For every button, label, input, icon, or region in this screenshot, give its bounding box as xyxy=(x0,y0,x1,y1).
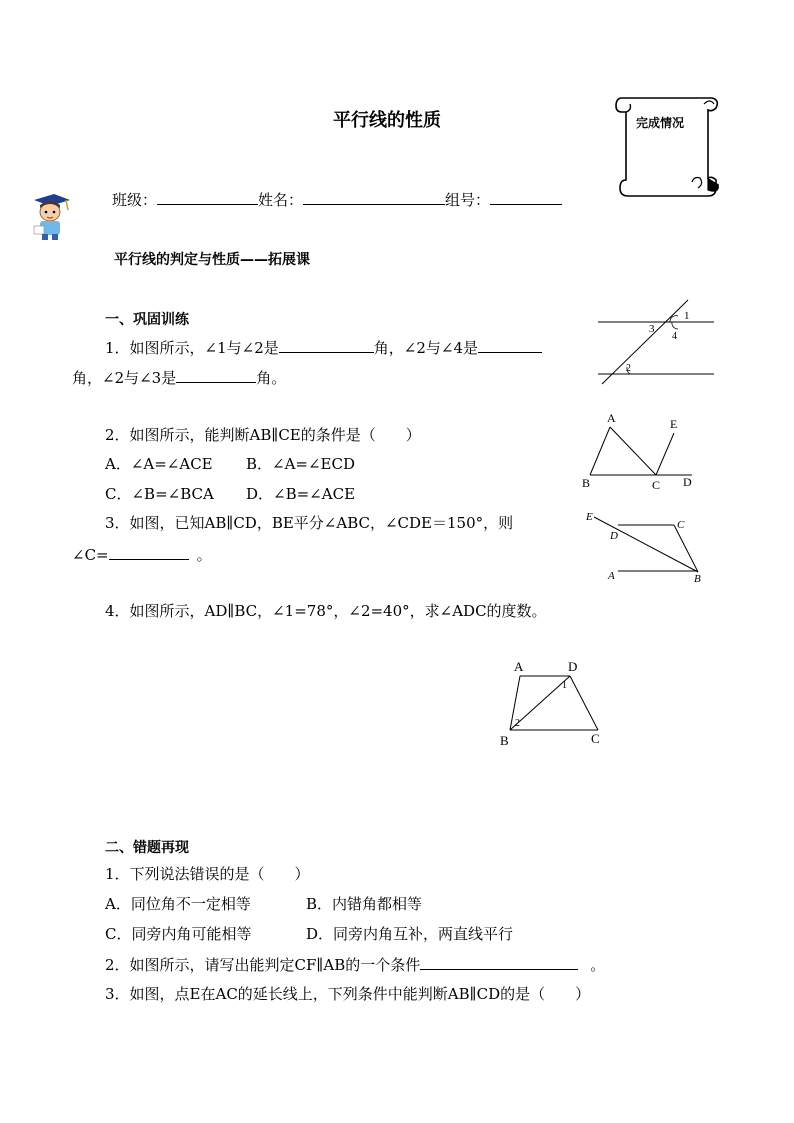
fig3-label-C: C xyxy=(677,519,685,531)
s2-q1-option-d[interactable]: D．同旁内角互补，两直线平行 xyxy=(306,925,514,943)
fig1-label-2: 2 xyxy=(626,363,631,374)
q1-text-d: 角。 xyxy=(256,369,287,387)
q3-text: 3．如图，已知AB∥CD，BE平分∠ABC，∠CDE＝150°，则 xyxy=(105,514,514,532)
q2-option-c[interactable]: C．∠B=∠BCA xyxy=(105,485,214,503)
fig2-label-E: E xyxy=(670,417,678,431)
figure-4-trapezoid xyxy=(494,656,608,752)
fig4-label-2: 2 xyxy=(515,718,520,729)
fig3-label-E: E xyxy=(586,511,593,523)
fig4-label-D: D xyxy=(568,659,578,674)
section1-heading: 一、巩固训练 xyxy=(105,312,189,328)
fig2-label-C: C xyxy=(652,478,661,492)
figure-2-parallel-check xyxy=(576,405,700,495)
fig3-label-B: B xyxy=(694,573,701,585)
page-title: 平行线的性质 xyxy=(333,110,441,131)
group-label: 组号： xyxy=(445,191,491,209)
lesson-subtitle: 平行线的判定与性质——拓展课 xyxy=(114,252,310,268)
fig1-label-3: 3 xyxy=(649,323,655,335)
class-field[interactable] xyxy=(157,190,258,205)
group-field[interactable] xyxy=(490,190,562,205)
s2-q3-stem: 3．如图，点E在AC的延长线上，下列条件中能判断AB∥CD的是（ ） xyxy=(105,985,591,1003)
q1-blank-2[interactable] xyxy=(478,338,542,353)
fig2-label-B: B xyxy=(582,476,591,490)
q1-text-b: 角，∠2与∠4是 xyxy=(373,339,479,357)
s2-q2-end: 。 xyxy=(590,956,606,974)
fig3-label-A: A xyxy=(608,570,615,582)
fig4-label-B: B xyxy=(500,733,509,748)
s2-q2-text: 2．如图所示，请写出能判定CF∥AB的一个条件 xyxy=(105,956,421,974)
s2-q1-option-b[interactable]: B．内错角都相等 xyxy=(306,895,423,913)
q2-option-d[interactable]: D．∠B=∠ACE xyxy=(246,485,356,503)
fig1-label-4: 4 xyxy=(672,331,677,342)
q2-stem: 2．如图所示，能判断AB∥CE的条件是（ ） xyxy=(105,426,421,444)
section2-heading: 二、错题再现 xyxy=(105,840,189,856)
q3-text-c: 。 xyxy=(196,546,212,564)
fig3-label-D: D xyxy=(610,530,618,542)
fig4-label-C: C xyxy=(591,731,600,746)
q3-text-b: ∠C= xyxy=(72,546,109,564)
figure-1-transversal xyxy=(592,298,718,390)
q1-text-a: 1．如图所示，∠1与∠2是 xyxy=(105,339,279,357)
completion-label: 完成情况 xyxy=(636,116,685,130)
fig4-label-1: 1 xyxy=(562,680,567,691)
name-label: 姓名： xyxy=(258,191,304,209)
fig1-label-1: 1 xyxy=(684,310,690,322)
q4-stem: 4．如图所示，AD∥BC，∠1=78°，∠2=40°，求∠ADC的度数。 xyxy=(105,602,547,620)
fig4-label-A: A xyxy=(514,659,524,674)
figure-3-bisector xyxy=(580,505,714,589)
s2-q1-option-c[interactable]: C．同旁内角可能相等 xyxy=(105,925,252,943)
q1-blank-1[interactable] xyxy=(279,338,374,353)
s2-q1-option-a[interactable]: A．同位角不一定相等 xyxy=(105,895,251,913)
q1-blank-3[interactable] xyxy=(176,368,256,383)
q1-text-c: 角，∠2与∠3是 xyxy=(72,369,177,387)
class-label: 班级： xyxy=(112,191,158,209)
fig2-label-A: A xyxy=(607,411,616,425)
fig2-label-D: D xyxy=(683,475,692,489)
student-cartoon-icon xyxy=(28,192,72,242)
q2-option-b[interactable]: B．∠A=∠ECD xyxy=(246,455,356,473)
q2-option-a[interactable]: A．∠A=∠ACE xyxy=(105,455,213,473)
completion-scroll xyxy=(608,92,726,202)
s2-q2-blank[interactable] xyxy=(420,955,578,970)
name-field[interactable] xyxy=(303,190,445,205)
q3-blank[interactable] xyxy=(109,545,189,560)
s2-q1-stem: 1．下列说法错误的是（ ） xyxy=(105,865,310,883)
